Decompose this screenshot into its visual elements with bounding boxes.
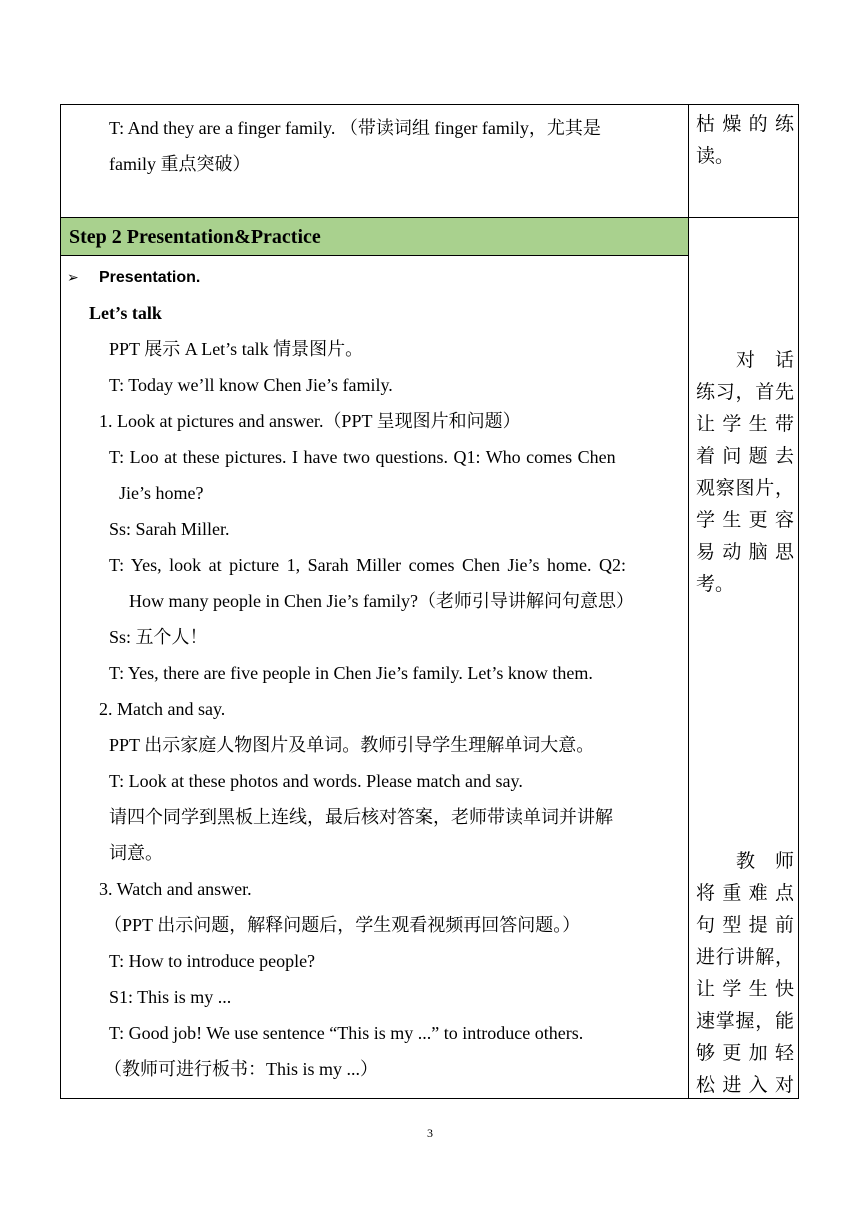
side-note-line: 句 型 提 前: [696, 914, 794, 936]
step-title: Step 2 Presentation&Practice: [69, 226, 321, 248]
body-line: T: Yes, there are five people in Chen Jie’s family. Let’s know them.: [109, 663, 593, 683]
body-line: T: Today we’ll know Chen Jie’s family.: [109, 375, 393, 395]
side-note-line: 易 动 脑 思: [696, 541, 794, 563]
side-note-line: 观察图片，: [696, 477, 794, 499]
side-note-line: 速掌握，能: [696, 1010, 794, 1032]
body-line: T: Look at these photos and words. Please match and say.: [109, 771, 523, 791]
side-note-line: 读。: [696, 145, 735, 167]
presentation-heading: Presentation.: [99, 269, 201, 286]
body-line: Ss: 五个人！: [109, 627, 208, 647]
step-divider: [60, 255, 688, 256]
body-line: 1. Look at pictures and answer.（PPT 呈现图片和问题）: [99, 411, 521, 431]
body-line: （PPT 出示问题，解释问题后，学生观看视频再回答问题。）: [104, 915, 581, 935]
row1-line1: T: And they are a finger family. （带读词组 finger family，尤其是: [109, 118, 601, 138]
lets-talk-heading: Let’s talk: [89, 303, 162, 323]
side-note-line: 将 重 难 点: [696, 882, 794, 904]
side-note-line: 松 进 入 对: [696, 1074, 794, 1096]
table-border-right: [798, 104, 799, 1099]
side-note-line: 教 师: [736, 850, 794, 872]
body-line: Jie’s home?: [119, 483, 204, 503]
body-line: 3. Watch and answer.: [99, 879, 252, 899]
body-line: S1: This is my ...: [109, 987, 232, 1007]
body-line: 词意。: [109, 843, 163, 863]
side-note-line: 着 问 题 去: [696, 445, 794, 467]
bullet-icon: ➢: [67, 270, 79, 286]
side-note-line: 对 话: [736, 349, 794, 371]
side-note-teacher: [696, 845, 794, 1101]
side-note-dialogue: [696, 344, 794, 600]
side-note-line: 让 学 生 带: [696, 413, 794, 435]
body-line: T: Good job! We use sentence “This is my ...” to introduce others.: [109, 1023, 584, 1043]
body-line: How many people in Chen Jie’s family?（老师引导讲解问句意思）: [129, 591, 634, 611]
side-note-line: 考。: [696, 573, 735, 595]
step-header: [61, 218, 688, 255]
side-note-line: 让 学 生 快: [696, 978, 794, 1000]
body-line: T: Loo at these pictures. I have two questions. Q1: Who comes Chen: [109, 447, 616, 467]
body-line: PPT 展示 A Let’s talk 情景图片。: [109, 339, 364, 359]
body-line: T: How to introduce people?: [109, 951, 316, 971]
row1-side-note: [696, 108, 794, 172]
column-divider: [688, 104, 689, 1099]
page-number: 3: [427, 1126, 433, 1140]
row1-line2: family 重点突破）: [109, 154, 251, 174]
body-line: Ss: Sarah Miller.: [109, 519, 230, 539]
side-note-line: 枯 燥 的 练: [696, 113, 794, 135]
lesson-table: [60, 104, 799, 1099]
body-line: PPT 出示家庭人物图片及单词。教师引导学生理解单词大意。: [109, 735, 595, 755]
body-line: （教师可进行板书：This is my ...）: [104, 1059, 379, 1079]
body-line: T: Yes, look at picture 1, Sarah Miller comes Chen Jie’s home. Q2:: [109, 555, 627, 575]
body-line: 2. Match and say.: [99, 699, 226, 719]
side-note-line: 学 生 更 容: [696, 509, 794, 531]
side-note-line: 练习，首先: [696, 381, 794, 403]
side-note-line: 够 更 加 轻: [696, 1042, 794, 1064]
body-line: 请四个同学到黑板上连线，最后核对答案，老师带读单词并讲解: [109, 807, 613, 827]
side-note-line: 进行讲解，: [696, 946, 794, 968]
